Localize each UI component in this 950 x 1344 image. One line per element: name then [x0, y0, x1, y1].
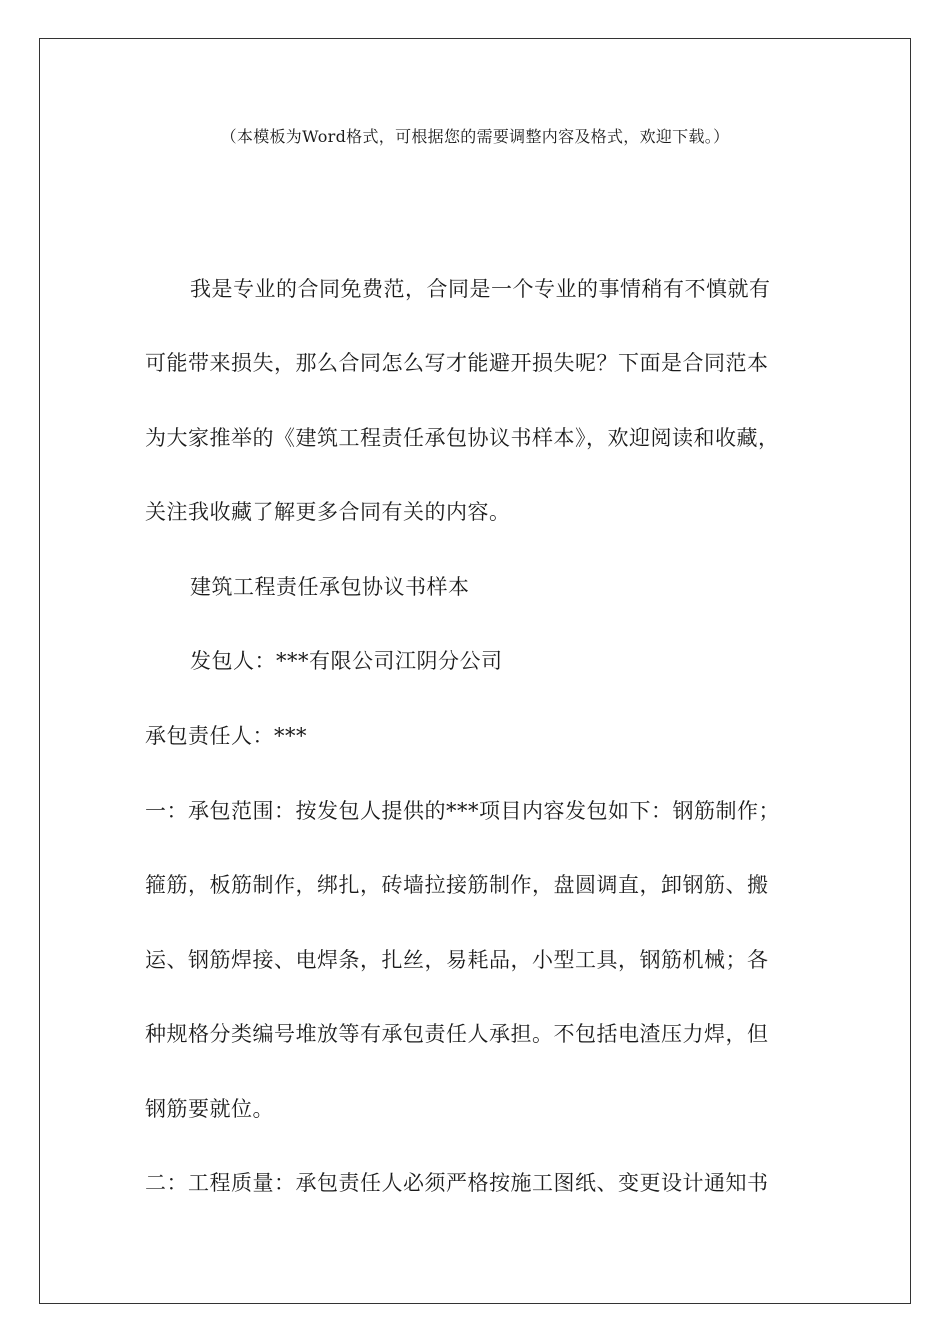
intro-line-2: 可能带来损失，那么合同怎么写才能避开损失呢？下面是合同范本 — [145, 351, 769, 375]
template-notice: （本模板为Word格式，可根据您的需要调整内容及格式，欢迎下载。） — [220, 127, 730, 146]
intro-line-1: 我是专业的合同免费范，合同是一个专业的事情稍有不慎就有 — [190, 277, 771, 301]
section2-line-1: 二：工程质量：承包责任人必须严格按施工图纸、变更设计通知书 — [145, 1171, 769, 1195]
contractor-line: 承包责任人：*** — [145, 724, 307, 748]
intro-line-4: 关注我收藏了解更多合同有关的内容。 — [145, 500, 511, 524]
employer-line: 发包人：***有限公司江阴分公司 — [190, 649, 503, 673]
section1-line-5: 钢筋要就位。 — [145, 1097, 274, 1121]
section1-line-3: 运、钢筋焊接、电焊条，扎丝，易耗品，小型工具，钢筋机械；各 — [145, 948, 769, 972]
section1-line-4: 种规格分类编号堆放等有承包责任人承担。不包括电渣压力焊，但 — [145, 1022, 769, 1046]
intro-line-3: 为大家推举的《建筑工程责任承包协议书样本》，欢迎阅读和收藏， — [145, 426, 780, 450]
section1-line-1: 一：承包范围：按发包人提供的***项目内容发包如下：钢筋制作； — [145, 799, 780, 823]
section1-line-2: 箍筋，板筋制作，绑扎，砖墙拉接筋制作，盘圆调直，卸钢筋、搬 — [145, 873, 769, 897]
document-title: 建筑工程责任承包协议书样本 — [190, 575, 470, 599]
